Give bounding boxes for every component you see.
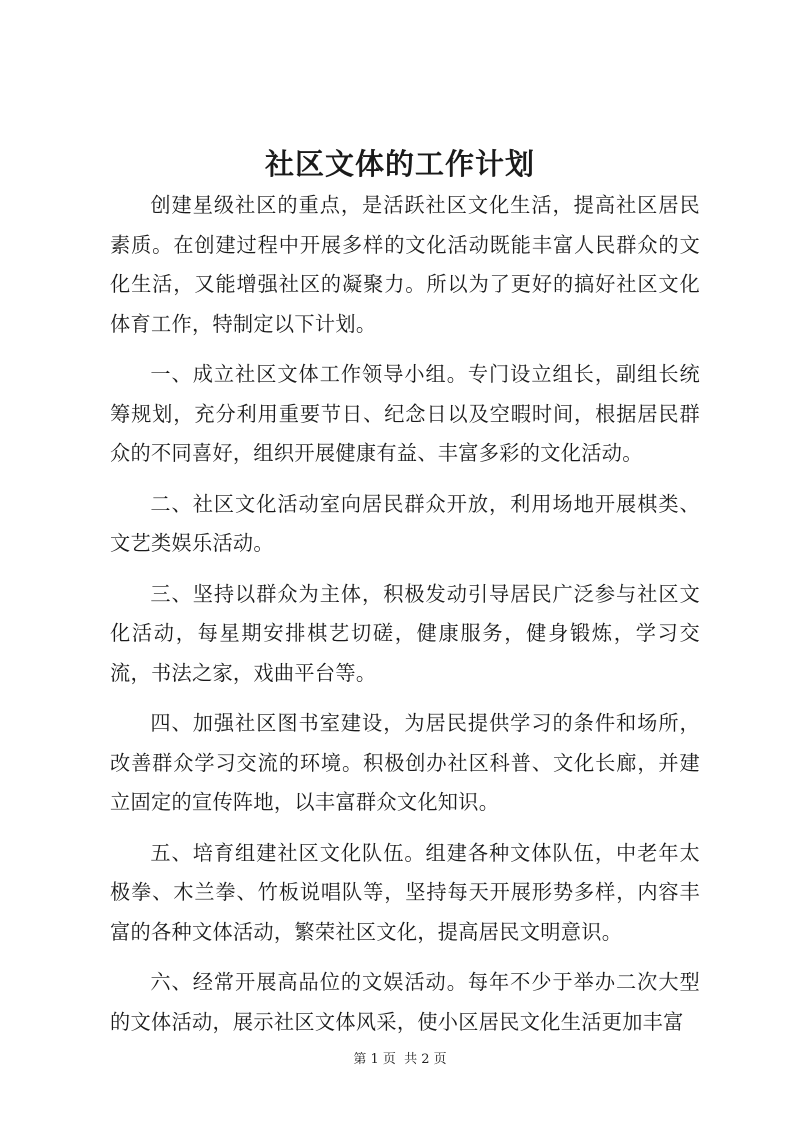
paragraph-item-4: 四、加强社区图书室建设，为居民提供学习的条件和场所，改善群众学习交流的环境。积极创办社区科普、文化长廊，并建立固定的宣传阵地，以丰富群众文化知识。: [110, 711, 700, 814]
paragraph-item-5: 五、培育组建社区文化队伍。组建各种文体队伍，中老年太极拳、木兰拳、竹板说唱队等，坚持每天开展形势多样，内容丰富的各种文体活动，繁荣社区文化，提高居民文明意识。: [110, 840, 700, 944]
paragraph-intro: 创建星级社区的重点，是活跃社区文化生活，提高社区居民素质。在创建过程中开展多样的文化活动既能丰富人民群众的文化生活，又能增强社区的凝聚力。所以为了更好的搞好社区文化体育工作，特制定以下计划。: [110, 193, 700, 336]
page-number: 第 1 页: [353, 1052, 396, 1067]
paragraph-item-3: 三、坚持以群众为主体，积极发动引导居民广泛参与社区文化活动，每星期安排棋艺切磋，健康服务，健身锻炼，学习交流，书法之家，戏曲平台等。: [110, 581, 700, 685]
paragraph-item-1: 一、成立社区文体工作领导小组。专门设立组长，副组长统筹规划，充分利用重要节日、纪念日以及空暇时间，根据居民群众的不同喜好，组织开展健康有益、丰富多彩的文化活动。: [110, 362, 700, 465]
paragraph-item-6: 六、经常开展高品位的文娱活动。每年不少于举办二次大型的文体活动，展示社区文体风采，使小区居民文化生活更加丰富: [110, 970, 700, 1034]
page-total: 共 2 页: [404, 1052, 447, 1067]
document-title: 社区文体的工作计划: [264, 147, 535, 181]
document-body: [110, 186, 700, 1053]
page-footer: [0, 1048, 800, 1067]
paragraph-item-2: 二、社区文化活动室向居民群众开放，利用场地开展棋类、文艺类娱乐活动。: [110, 491, 700, 555]
